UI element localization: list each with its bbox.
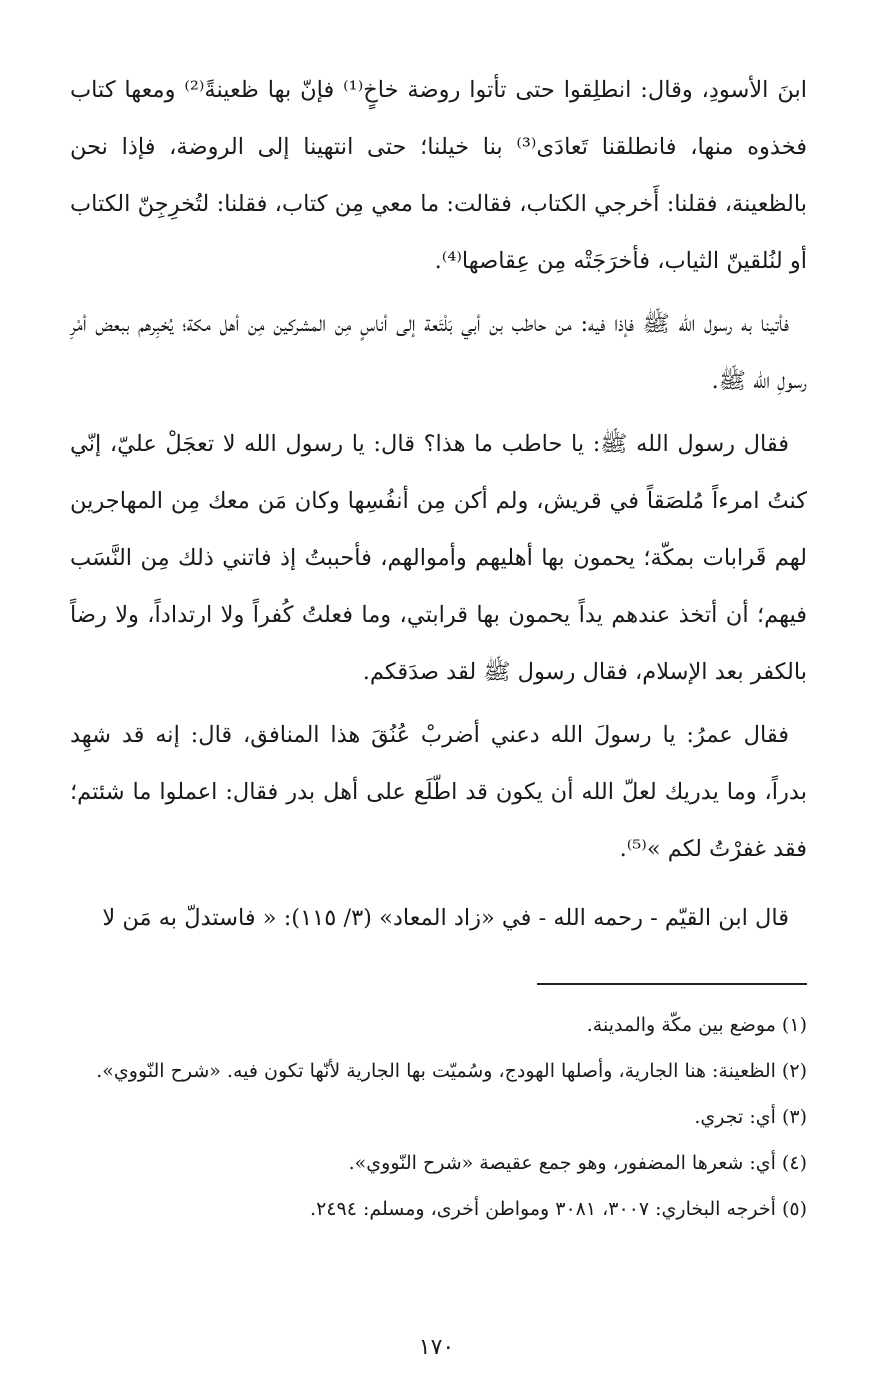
footnote-5: [70, 1189, 807, 1229]
footnote-text: (٤) أي: شعرها المضفور، وهو جمع عقيصة «شرح النّووي».: [348, 1152, 807, 1174]
main-text-body: [70, 62, 807, 953]
footnotes-section: [70, 1005, 807, 1235]
footnote-text: (٢) الظعينة: هنا الجارية، وأصلها الهودج، وسُميّت بها الجارية لأنّها تكون فيه. «شرح النّووي».: [96, 1060, 807, 1082]
footnote-2: [70, 1051, 807, 1091]
footnote-4: [70, 1143, 807, 1183]
footnote-text: (١) موضع بين مكّة والمدينة.: [586, 1014, 807, 1036]
paragraph-hatib-answer: فقال رسول الله ﷺ: يا حاطب ما هذا؟ قال: يا رسول الله لا تعجَلْ عليّ، إنّي كنتُ امرءاً مُلصَقاً في قريش، ولم أكن مِن أنفُسِها وكان مَن معك مِن المهاجرين لهم قَرابات بمكّة؛ يحمون بها أهليهم وأموالهم، فأحببتُ إذ فاتني ذلك مِن النَّسَب فيهم؛ أن أتخذ عندهم يداً يحمون بها قرابتي، وما فعلتُ كُفراً ولا ارتداداً، ولا رضاً بالكفر بعد الإسلام، فقال رسول ﷺ لقد صدَقكم.: [70, 431, 807, 685]
footnote-separator: [537, 983, 807, 985]
footnote-1: [70, 1005, 807, 1045]
page-number: ١٧٠: [418, 1335, 455, 1360]
paragraph-umar-request: فقال عمرُ: يا رسولَ الله دعني أضربْ عُنُقَ هذا المنافق، قال: إنه قد شهِد بدراً، وما يدريك لعلّ الله أن يكون قد اطّلَع على أهل بدر فقال: اعملوا ما شئتم؛ فقد غفرْتُ لكم »⁽⁵⁾.: [70, 722, 807, 862]
footnote-3: [70, 1097, 807, 1137]
footnote-text: (٣) أي: تجري.: [694, 1106, 807, 1128]
paragraph-narration-start: ابنَ الأسودِ، وقال: انطلِقوا حتى تأتوا روضة خاخٍ⁽¹⁾ فإنّ بها ظعينةً⁽²⁾ ومعها كتاب فخذوه منها، فانطلقنا تَعادَى⁽³⁾ بنا خيلنا؛ حتى انتهينا إلى الروضة، فإذا نحن بالظعينة، فقلنا: أَخرجي الكتاب، فقالت: ما معي مِن كتاب، فقلنا: لتُخرِجِنّ الكتاب أو لنُلقينّ الثياب، فأخرَجَتْه مِن عِقاصها⁽⁴⁾.: [70, 77, 807, 274]
paragraph-letter-found: فأتينا به رسول الله ﷺ فإذا فيه: من حاطب بن أبي بَلْتَعة إلى أناسٍ مِن المشركين مِن أهل مكة؛ يُخبِرهم ببعض أمْرِ رسولِ الله ﷺ.: [70, 311, 807, 394]
footnote-text: (٥) أخرجه البخاري: ٣٠٠٧، ٣٠٨١ ومواطن أخرى، ومسلم: ٢٤٩٤.: [310, 1198, 807, 1220]
paragraph-ibn-qayyim-quote: قال ابن القيّم - رحمه الله - في «زاد المعاد» (٣/ ١١٥): « فاستدلّ به مَن لا: [102, 905, 789, 931]
